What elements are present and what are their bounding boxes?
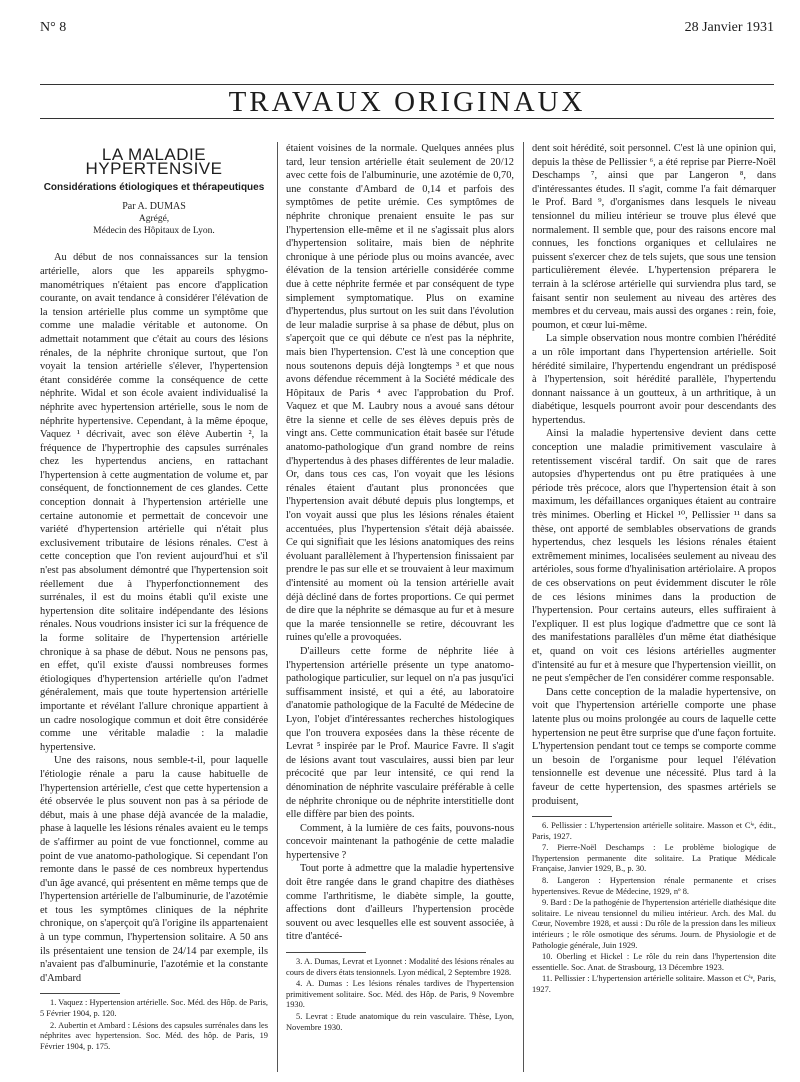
issue-number: N° 8 (40, 20, 67, 35)
author-byline: Par A. DUMAS (122, 200, 186, 212)
footnote: 8. Langeron : Hypertension rénale permanente et crises hypertensives. Revue de Médecine, 1929, nº 8. (532, 876, 776, 896)
footnote: 2. Aubertin et Ambard : Lésions des capsules surrénales dans les néphrites avec hypertension. Soc. Méd. des hôp. de Paris, 19 Février 1904, p. 175. (40, 1020, 268, 1051)
footnote: 5. Levrat : Etude anatomique du rein vasculaire. Thèse, Lyon, Novembre 1930. (286, 1012, 514, 1032)
paragraph: Au début de nos connaissances sur la tension artérielle, alors que les appareils sphygmo-manométriques n'étaient pas encore d'application courante, on avait tendance à considérer l'élévation de la tension artérielle plus comme un symptôme que comme une maladie véritable et autonome. On admettait notamment que c'était au cours des lésions rénales, de la néphrite chronique surtout, que l'on voyait la tension artérielle s'élever, l'hypertension étant considérée comme la conséquence de cette néphrite. Widal et son école avaient individualisé la néphrite avec hypertension artérielle, sous le nom de néphrite hypertensive. Cependant, à la même époque, Vaquez ¹ décrivait, avec son élève Aubertin ², la fréquence de l'hypertrophie des capsules surrénales chez les hypertendus anciens, en rattachant l'hypertension à cette augmentation de volume et, par conséquent, de fonctionnement de ces glandes. Cette conception donnait à l'hypertension artérielle une certaine autonomie et permettait de concevoir une variété d'hypertension artérielle qui n'était plus exclusivement tributaire de lésions rénales. C'est à cette conception que l'on revient aujourd'hui et s'il n'est pas absolument démontré que l'hypertension soit réellement due à l'hyperfonctionnement des surrénales, il est du moins établi qu'il existe une hypertension dite solitaire indépendante des lésions rénales. Nous voudrions insister ici sur la fréquence de la forme solitaire de l'hypertension artérielle chronique à sa phase de début. Nous ne pensons pas, en effet, qu'il existe d'aussi nombreuses formes étiologiques d'hypertension artérielle qu'on l'admet généralement, mais que toute hypertension artérielle importante et révélant l'allure chronique appartient à un cadre nosologique commun et doit être considérée comme une véritable maladie : la maladie hypertensive. (40, 252, 268, 753)
running-header (40, 20, 774, 42)
section-rule-bottom (40, 118, 774, 119)
paragraph: Tout porte à admettre que la maladie hypertensive doit être rangée dans le grand chapitre des diathèses comme l'arthritisme, le diabète simple, la goutte, affections dont d'ailleurs l'hypertension procède souvent ou avec lesquelles elle est souvent associée, à titre d'antécé- (286, 863, 514, 943)
footnote-rule (532, 816, 612, 817)
paragraph: Dans cette conception de la maladie hypertensive, on voit que l'hypertension artérielle comporte une phase latente plus ou moins prolongée au cours de laquelle cette hypertension ne peut être surprise que d'une façon fortuite. L'hypertension pendant tout ce temps se comporte comme un besoin de l'organisme pour lequel l'élévation tensionnelle est devenue une nécessité. Plus tard à la faveur de cette hypertension, des spasmes artériels se produisent, (532, 686, 776, 807)
paragraph: D'ailleurs cette forme de néphrite liée à l'hypertension artérielle présente un type anatomo-pathologique particulier, sur lequel on n'a pas jusqu'ici suffisamment insisté, et qui a été, au laboratoire d'anatomie pathologique de la Faculté de Médecine de Lyon, l'objet d'intéressantes recherches histologiques que l'on trouvera exposées dans la thèse récente de Levrat ⁵ inspirée par le Prof. Maurice Favre. Il s'agit de lésions avant tout vasculaires, aussi bien par leur précocité que par leur intensité, ce qui rend la dénomination de néphrite vasculaire préférable à celle de néphrite chronique ou de néphrite interstitielle dont elle diffère par bien des points. (286, 645, 514, 821)
column-1 (40, 145, 268, 1052)
column-3 (532, 142, 776, 996)
paragraph: Comment, à la lumière de ces faits, pouvons-nous concevoir maintenant la pathogénie de cette maladie hypertensive ? (286, 822, 514, 861)
footnote: 11. Pellissier : L'hypertension artérielle solitaire. Masson et Cⁱᵉ, Paris, 1927. (532, 974, 776, 994)
issue-date: 28 Janvier 1931 (684, 20, 774, 35)
footnote: 7. Pierre-Noël Deschamps : Le problème biologique de l'hypertension permanente dite solitaire. La Pratique Médicale Française, Janvier 1929, B., p. 30. (532, 843, 776, 874)
column-2 (286, 142, 514, 1033)
paragraph: dent soit hérédité, soit personnel. C'est là une opinion qui, depuis la thèse de Pellissier ⁶, a été reprise par Pierre-Noël Deschamps ⁷, ainsi que par Langeron ⁸, dans d'intéressantes études. Il s'agit, comme l'a fait démarquer le Prof. Bard ⁹, d'organismes dans lesquels le niveau tensionnel du milieu intérieur se trouve plus élevé que normalement. Il semble que, pour des raisons encore mal connues, les fonctions organiques et cellulaires ne puissent s'exercer chez de tels sujets, que sous une tension particulièrement élevée. L'hypertension préparera le terrain à la sclérose artérielle qui surviendra plus tard, se faisant sentir non seulement au niveau des artères des membres et du cerveau, mais aussi des organes : rein, foie, poumon, et cœur lui-même. (532, 143, 776, 331)
author-affiliation: Médecin des Hôpitaux de Lyon. (93, 226, 215, 237)
footnote: 6. Pellissier : L'hypertension artérielle solitaire. Masson et Cⁱᵉ, édit., Paris, 1927. (532, 821, 776, 841)
column-divider (277, 142, 278, 1072)
footnote: 10. Oberling et Hickel : Le rôle du rein dans l'hypertension dite essentielle. Soc. Anat. de Strasbourg, 13 Décembre 1923. (532, 952, 776, 972)
footnote: 1. Vaquez : Hypertension artérielle. Soc. Méd. des Hôp. de Paris, 5 Février 1904, p. 120. (40, 998, 268, 1019)
paragraph: Une des raisons, nous semble-t-il, pour laquelle l'étiologie rénale a paru la cause habituelle de l'hypertension artérielle, c'est que cette hypertension a été observée le plus souvent non pas à sa période de début, mais à une phase déjà avancée de la maladie, phase à laquelle les lésions rénales avaient eu le temps de s'affirmer au point de vue fonctionnel, comme au point de vue anatomo-pathologique. Si cependant l'on remonte dans le passé de ces nombreux hypertendus d'un âge avancé, qui présentent en même temps que de l'hypertension artérielle de l'albuminurie, de l'azotémie et tous les symptômes cliniques de la néphrite chronique, on s'aperçoit qu'à l'origine ils appartenaient à un type commun, l'hypertension solitaire. A 50 ans ils présentaient une tension de 24/14 par exemple, ils n'avaient pas d'albuminurie, l'azotémie et la constante d'Ambard (40, 755, 268, 984)
article-subtitle: Considérations étiologiques et thérapeutiques (43, 182, 265, 194)
author-title: Agrégé, (138, 214, 170, 225)
footnote-rule (40, 993, 120, 994)
column-divider (523, 142, 524, 1072)
footnote: 9. Bard : De la pathogénie de l'hypertension artérielle diathésique dite solitaire. Le niveau tensionnel du milieu intérieur. Arch. des Mal. du Cœur, Novembre 1928, et aussi : Du rôle de la pression dans les milieux intérieurs ; le rôle osmotique des sérums. Journ. de Physiologie et de Pathologie générale, Juin 1929. (532, 898, 776, 950)
paragraph: Ainsi la maladie hypertensive devient dans cette conception une maladie primitivement vasculaire à retentissement viscéral tardif. On sait que de rares autopsies d'hypertendus ont pu être pratiquées à une période très précoce, alors que l'hypertension était à son maximum, les défaillances organiques étaient au contraire très minimes. Oberling et Hickel ¹⁰, Pellissier ¹¹ dans sa thèse, ont apporté de semblables observations de grands hypertendus, chez lesquels les lésions rénales étaient extrêmement minimes, localisées seulement au niveau des artérioles, sous forme d'hyalinisation artériolaire. A propos de ces observations on peut évidemment discuter le rôle de ces lésions minimes dans la production de l'hypertension. Pour certains auteurs, elles suffiraient à l'expliquer. Il est plus logique d'admettre que ce sont là des manifestations parallèles d'un même état diathésique et, quand on voit ces lésions artérielles augmenter d'intensité au fur et à mesure que l'hypertension vieillit, on ne peut s'empêcher de l'en considérer comme responsable. (532, 428, 776, 685)
footnote: 3. A. Dumas, Levrat et Lyonnet : Modalité des lésions rénales au cours de divers états tensionnels. Lyon médical, 2 Septembre 1928. (286, 957, 514, 977)
article-title: LA MALADIE HYPERTENSIVE (85, 145, 223, 178)
paragraph: La simple observation nous montre combien l'hérédité a un rôle important dans l'hypertension artérielle. Soit hérédité similaire, l'hypertendu engendrant un prédisposé à l'hypertension, soit hérédité parallèle, l'hypertendu donnant naissance à un goutteux, à un arthritique, à un diabétique, lesquels pourront avoir pour descendants des hypertendus. (532, 333, 776, 426)
section-title: TRAVAUX ORIGINAUX (228, 86, 586, 118)
footnote: 4. A. Dumas : Les lésions rénales tardives de l'hypertension primitivement solitaire. Soc. Méd. des Hôp. de Paris, 9 Novembre 1930. (286, 979, 514, 1010)
paragraph: étaient voisines de la normale. Quelques années plus tard, leur tension artérielle était seulement de 20/12 avec cette fois de l'albuminurie, une azotémie de 0,70, une constante d'Ambard de 0,14 et parfois des symptômes de petite urémie. Ces symptômes de néphrite chronique prenaient ensuite le pas sur l'hypertension elle-même et il ne s'agissait plus alors d'hypertension solitaire, mais bien de néphrite chronique à une période plus ou moins avancée, avec élévation de la tension artérielle considérée comme due à cette néphrite fermée et par conséquent de type simplement symptomatique. Plus on examine d'hypertendus, plus surtout on les suit dans l'évolution de leur maladie surprise à sa phase de début, plus on s'aperçoit que ce qui débute ce n'est pas la néphrite, mais bien l'hypertension. C'est là une conception que nous soutenons depuis déjà longtemps ³ et que nous avons défendue récemment à la Société médicale des Hôpitaux de Paris ⁴ avec l'approbation du Prof. Vaquez et que M. Laubry nous a avoué sans détour être la sienne et celle de ses élèves depuis près de vingt ans. Cette communication était basée sur l'étude anatomo-pathologique d'un grand nombre de reins d'hypertendus à des phases différentes de leur maladie. Or, dans tous ces cas, l'on voyait que les lésions rénales étaient d'autant plus prononcées que l'hypertension avait débuté depuis plus longtemps, et l'on voyait aussi que plus les lésions rénales étaient accentuées, plus l'hypertension s'était déjà abaissée. Ce qui signifiait que les lésions anatomiques des reins évoluant parallèlement à l'hypertension finissaient par prendre le pas sur elle et se trouvaient à leur maximum d'intensité au moment où la tension artérielle avait déjà décliné dans de fortes proportions. Ce qui permet de dire que la néphrite se démasque au fur et à mesure que la marée tensionnelle se retire, découvrant les ruines qu'elle a provoquées. (286, 143, 514, 644)
footnote-rule (286, 952, 366, 953)
